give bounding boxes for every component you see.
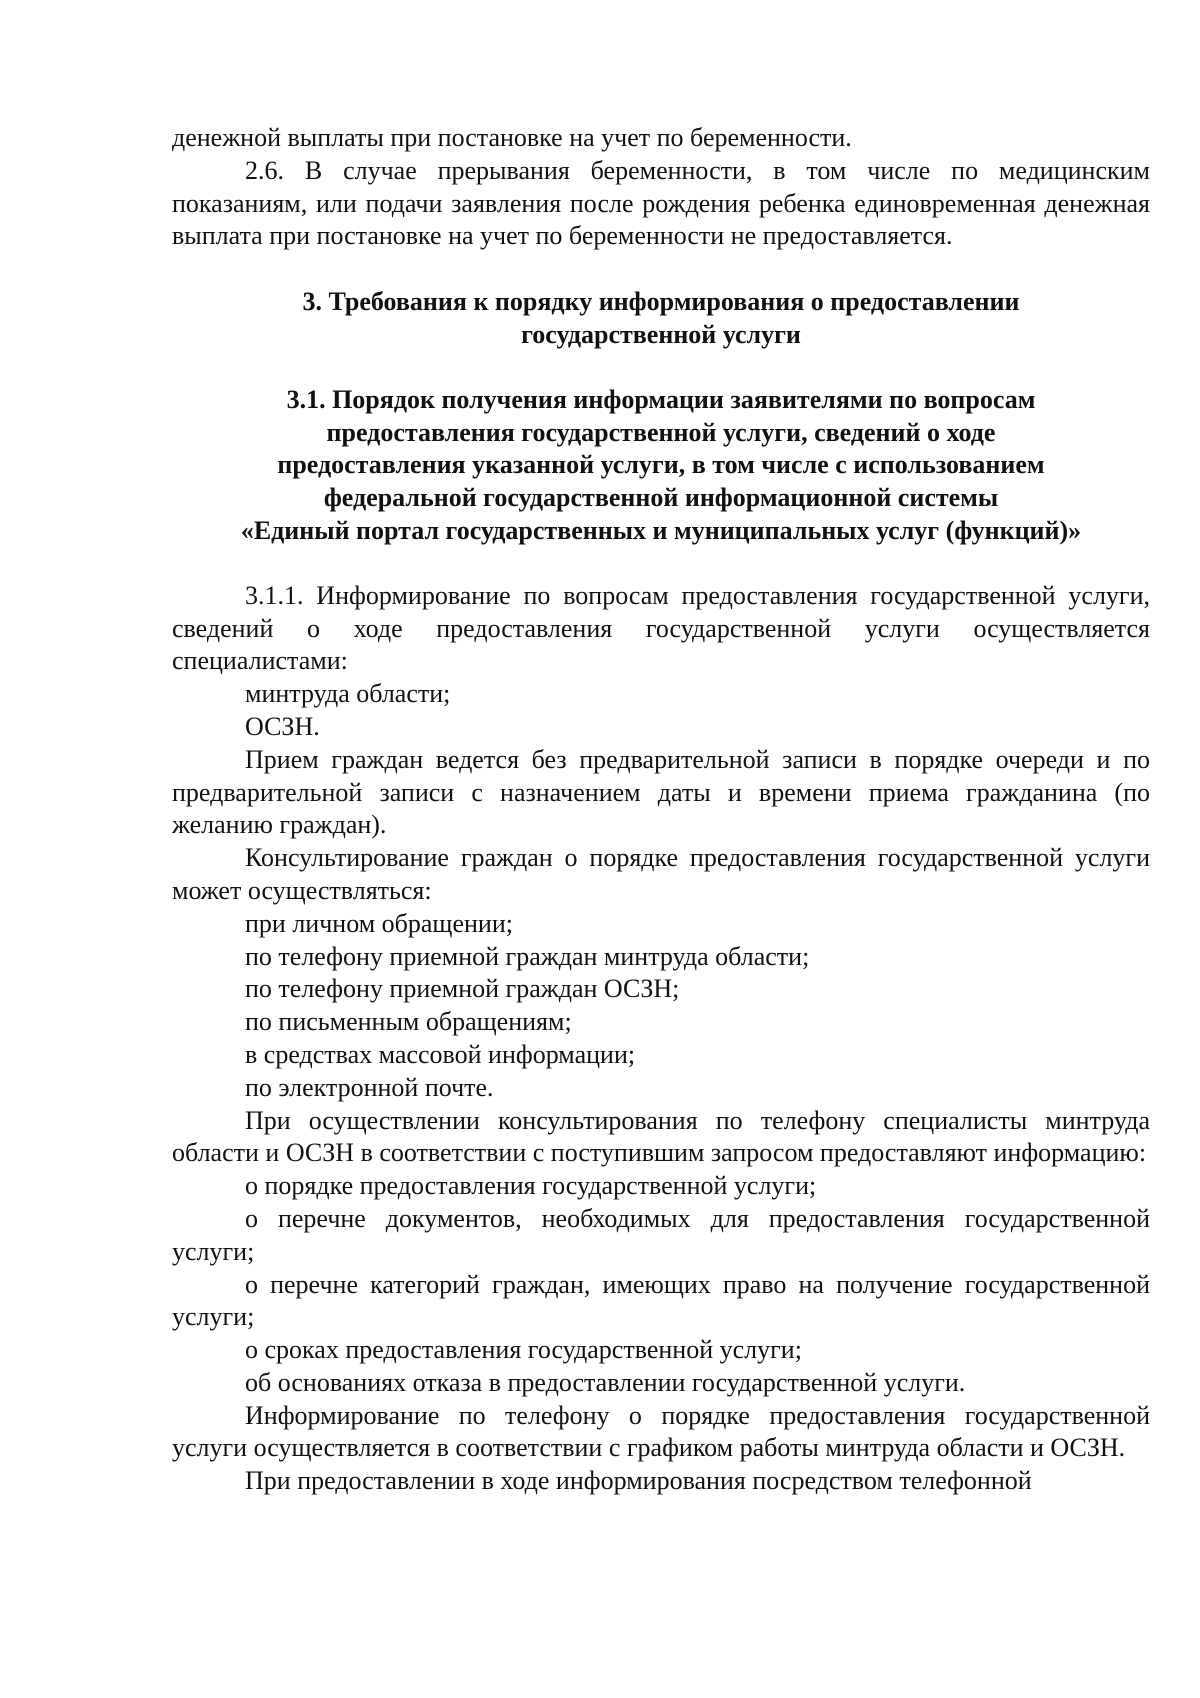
list-item-info-topic: об основаниях отказа в предоставлении государственной услуги. — [245, 1367, 966, 1397]
subsection-3-1-heading-line: «Единый портал государственных и муниципальных услуг (функций)» — [240, 515, 1082, 545]
paragraph-phone-consultation: При осуществлении консультирования по телефону специалисты минтруда области и ОСЗН в соответствии с поступившим запросом предоставляют информацию: — [172, 1105, 1150, 1168]
paragraph-reception: Прием граждан ведется без предварительной записи в порядке очереди и по предварительной записи с назначением даты и времени приема гражданина (по желанию граждан). — [172, 744, 1150, 840]
list-item-consult-way: по электронной почте. — [245, 1072, 494, 1102]
subsection-3-1-heading — [172, 384, 1150, 548]
subsection-3-1-heading-line: 3.1. Порядок получения информации заявителями по вопросам — [286, 384, 1036, 414]
paragraph-schedule: Информирование по телефону о порядке предоставления государственной услуги осуществляется в соответствии с графиком работы минтруда области и ОСЗН. — [172, 1400, 1150, 1463]
list-item-specialist: ОСЗН. — [245, 711, 320, 741]
list-item-consult-way: при личном обращении; — [245, 908, 513, 938]
paragraph-last: При предоставлении в ходе информирования посредством телефонной — [245, 1466, 1032, 1496]
list-item-info-topic: о перечне категорий граждан, имеющих право на получение государственной услуги; — [172, 1269, 1150, 1332]
document-page — [172, 122, 1150, 1498]
section-3-heading-line: 3. Требования к порядку информирования о предоставлении — [302, 287, 1020, 317]
list-item-info-topic: о порядке предоставления государственной услуги; — [245, 1171, 817, 1201]
list-item-consult-way: по телефону приемной граждан ОСЗН; — [245, 974, 680, 1004]
list-item-specialist: минтруда области; — [245, 679, 451, 709]
list-item-consult-way: в средствах массовой информации; — [245, 1039, 636, 1069]
paragraph-consultation: Консультирование граждан о порядке предоставления государственной услуги может осуществляться: — [172, 843, 1150, 905]
paragraph-3-1-1: 3.1.1. Информирование по вопросам предоставления государственной услуги, сведений о ходе предоставления государственной услуги осуществляется специалистами: — [172, 580, 1150, 676]
subsection-3-1-heading-line: федеральной государственной информационной системы — [323, 483, 999, 513]
paragraph-intro-continuation: денежной выплаты при постановке на учет по беременности. — [172, 123, 852, 152]
subsection-3-1-heading-line: предоставления государственной услуги, сведений о ходе — [326, 417, 996, 447]
section-3-heading-line: государственной услуги — [521, 319, 801, 349]
paragraph-2-6: 2.6. В случае прерывания беременности, в том числе по медицинским показаниям, или подачи заявления после рождения ребенка единовременная денежная выплата при постановке на учет по беременности не предоставляется. — [172, 155, 1150, 251]
list-item-consult-way: по телефону приемной граждан минтруда области; — [245, 941, 810, 971]
subsection-3-1-heading-line: предоставления указанной услуги, в том числе с использованием — [277, 450, 1045, 480]
list-item-info-topic: о перечне документов, необходимых для предоставления государственной услуги; — [172, 1203, 1150, 1266]
list-item-consult-way: по письменным обращениям; — [245, 1007, 572, 1037]
section-3-heading — [172, 286, 1150, 352]
list-item-info-topic: о сроках предоставления государственной услуги; — [245, 1335, 802, 1365]
